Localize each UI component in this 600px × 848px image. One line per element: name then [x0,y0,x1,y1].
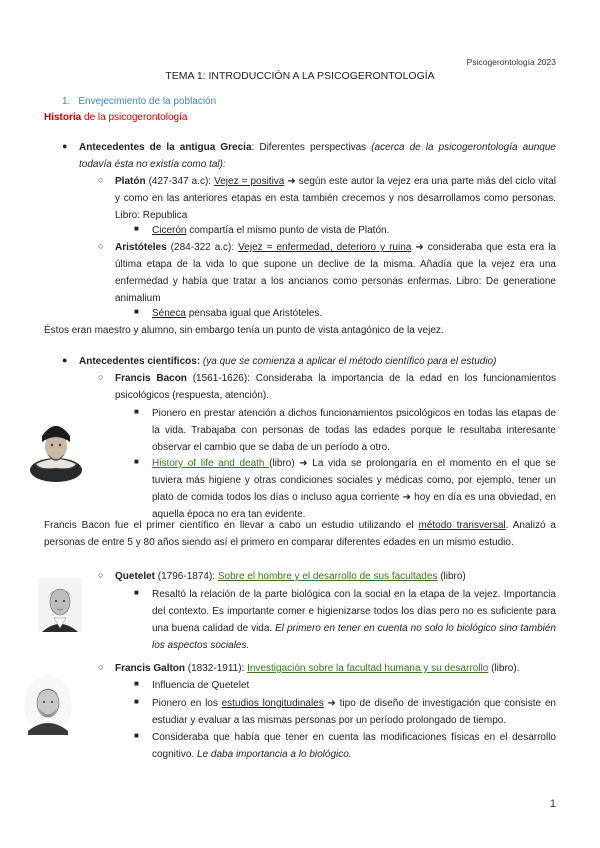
galton-after: (libro). [488,663,520,674]
galton-b3-italic: Le daba importancia a lo biológico. [197,749,352,760]
quetelet-paragraph [115,568,466,585]
subsection-heading [44,112,187,123]
page-number: 1 [549,798,556,810]
bacon-note-paragraph [44,517,556,551]
quetelet-b1: Resaltó la relación de la parte biológica con la social en la etapa de la vejez. Importancia del contexto. Es importante comer e higienizarse todos los días pero no es suficiente para una buena calidad de vida. [152,589,556,634]
bacon-paragraph [115,370,556,404]
bacon-book-link[interactable]: History of life and death [152,458,270,469]
galton-name: Francis Galton [115,663,186,674]
quetelet-bullet-1 [152,586,556,654]
platon-view: Vejez = positiva [214,176,285,187]
bullet-dot: ● [62,141,68,151]
bullet-square: ■ [134,457,139,466]
bullet-dot: ● [62,355,68,365]
grecia-text: : Diferentes perspectivas [251,142,372,153]
ciceron-paragraph [152,222,389,239]
bullet-circle: ○ [98,662,104,672]
ciceron-name: Cicerón [152,225,187,236]
header-label: Psicogerontología 2023 [466,57,556,67]
quetelet-b1-italic: El primero en tener en cuenta no solo lo biológico sino también los aspectos sociales. [152,623,556,651]
platon-text: ➜ según este autor la vejez era una parte más del ciclo vital y como en las anteriores etapas en esta también crecemos y nos desarrollamos como personas. Libro: Republica [115,176,557,221]
quetelet-book-link[interactable]: Sobre el hombre y el desarrollo de sus facultades [217,571,438,582]
bullet-square: ■ [134,224,139,233]
galton-b3: Consideraba que había que tener en cuenta las modificaciones físicas en el desarrollo cognitivo. [152,732,556,760]
cientificos-paragraph [79,353,496,370]
aristoteles-name: Aristóteles [115,242,167,253]
platon-name: Platón [115,176,146,187]
quetelet-after: (libro) [437,571,466,582]
seneca-name: Séneca [152,308,186,319]
bacon-bullet-1: Pionero en prestar atención a dichos funcionamientos psicológicos en todas las etapas de la vida. Trabajaba con personas de todas las edades porque le resultaba interesante observar el cambio que se daba de un período a otro. [152,408,556,453]
galton-dates: (1832-1911): [185,663,248,674]
bullet-square: ■ [134,679,139,688]
francis-bacon-portrait [28,418,84,482]
historia-bold: Historia [44,112,82,123]
bacon-name: Francis Bacon [115,373,187,384]
section-label: Envejecimiento de la población [78,96,217,107]
section-heading [62,96,216,107]
aristoteles-text: ➜ consideraba que esta era la última etapa de la vida lo que supone un declive de la misma. Añadía que la vejez era una enfermedad y había que tratar a los ancianos como personas enfermas. Libro: De generatione animalium [115,242,557,304]
bullet-circle: ○ [98,175,104,185]
ciceron-text: compartía el mismo punto de vista de Platón. [186,225,390,236]
note2-u: método transversal [418,520,506,531]
grecia-italic: (acerca de la psicogerontología aunque todavía ésta no existía como tal): [79,142,556,170]
grecia-paragraph [79,139,556,173]
bullet-circle: ○ [98,570,104,580]
bacon-book-text: (libro) ➜ La vida se prolongaría en el momento en el que se tuviera más higiene y otras condiciones sociales y médicas como, por ejemplo, tener un plato de comida todos los días o incluso agua corriente ➜ hoy en día es una obviedad, en aquella época no era tan evidente. [152,458,556,520]
cientificos-bold: Antecedentes científicos: [79,356,201,367]
quetelet-dates: (1796-1874): [155,571,218,582]
quetelet-name: Quetelet [115,571,156,582]
galton-b2a: Pionero en los [152,698,222,709]
historia-rest: de la psicogerontología [81,112,188,123]
bacon-bullet-2 [152,455,556,523]
bullet-circle: ○ [98,241,104,251]
galton-paragraph [115,660,519,677]
galton-bullet-1: Influencia de Quetelet [152,680,250,691]
bullet-square: ■ [134,407,139,416]
galton-b2u: estudios longitudinales [221,698,324,709]
galton-bullet-2 [152,695,556,729]
seneca-paragraph [152,305,322,322]
bullet-square: ■ [134,731,139,740]
cientificos-italic: (ya que se comienza a aplicar el método científico para el estudio) [200,356,497,367]
section-number: 1. [62,96,71,107]
galton-bullet-3 [152,729,556,763]
bullet-square: ■ [134,588,139,597]
bullet-square: ■ [134,697,139,706]
platon-paragraph [115,173,556,224]
bullet-circle: ○ [98,372,104,382]
galton-b2b: ➜ tipo de diseño de investigación que consiste en estudiar y evaluar a las mismas personas por un período prolongado de tiempo. [152,698,556,726]
grecia-bold: Antecedentes de la antigua Grecia [79,142,252,153]
note2-b: . Analizó a personas de entre 5 y 80 años siendo así el primero en comparar diferentes edades en un mismo estudio. [44,520,556,548]
note-paragraph: Éstos eran maestro y alumno, sin embargo tenía un punto de vista antagónico de la vejez. [44,325,444,336]
bullet-square: ■ [134,307,139,316]
aristoteles-dates: (284-322 a.c): [166,242,239,253]
note2-a: Francis Bacon fue el primer científico en llevar a cabo un estudio utilizando el [44,520,419,531]
aristoteles-view: Vejez = enfermedad, deterioro y ruina [238,242,412,253]
platon-dates: (427-347 a.c): [145,176,215,187]
francis-galton-portrait [22,675,74,735]
seneca-text: pensaba igual que Aristóteles. [185,308,323,319]
galton-book-link[interactable]: Investigación sobre la facultad humana y su desarrollo [247,663,489,674]
document-title: TEMA 1: INTRODUCCIÓN A LA PSICOGERONTOLOGÍA [165,70,435,82]
aristoteles-paragraph [115,239,556,307]
bacon-text: (1561-1626): Consideraba la importancia de la edad en los funcionamientos psicológicos (respuesta, atención). [115,373,556,401]
quetelet-portrait [38,578,82,632]
